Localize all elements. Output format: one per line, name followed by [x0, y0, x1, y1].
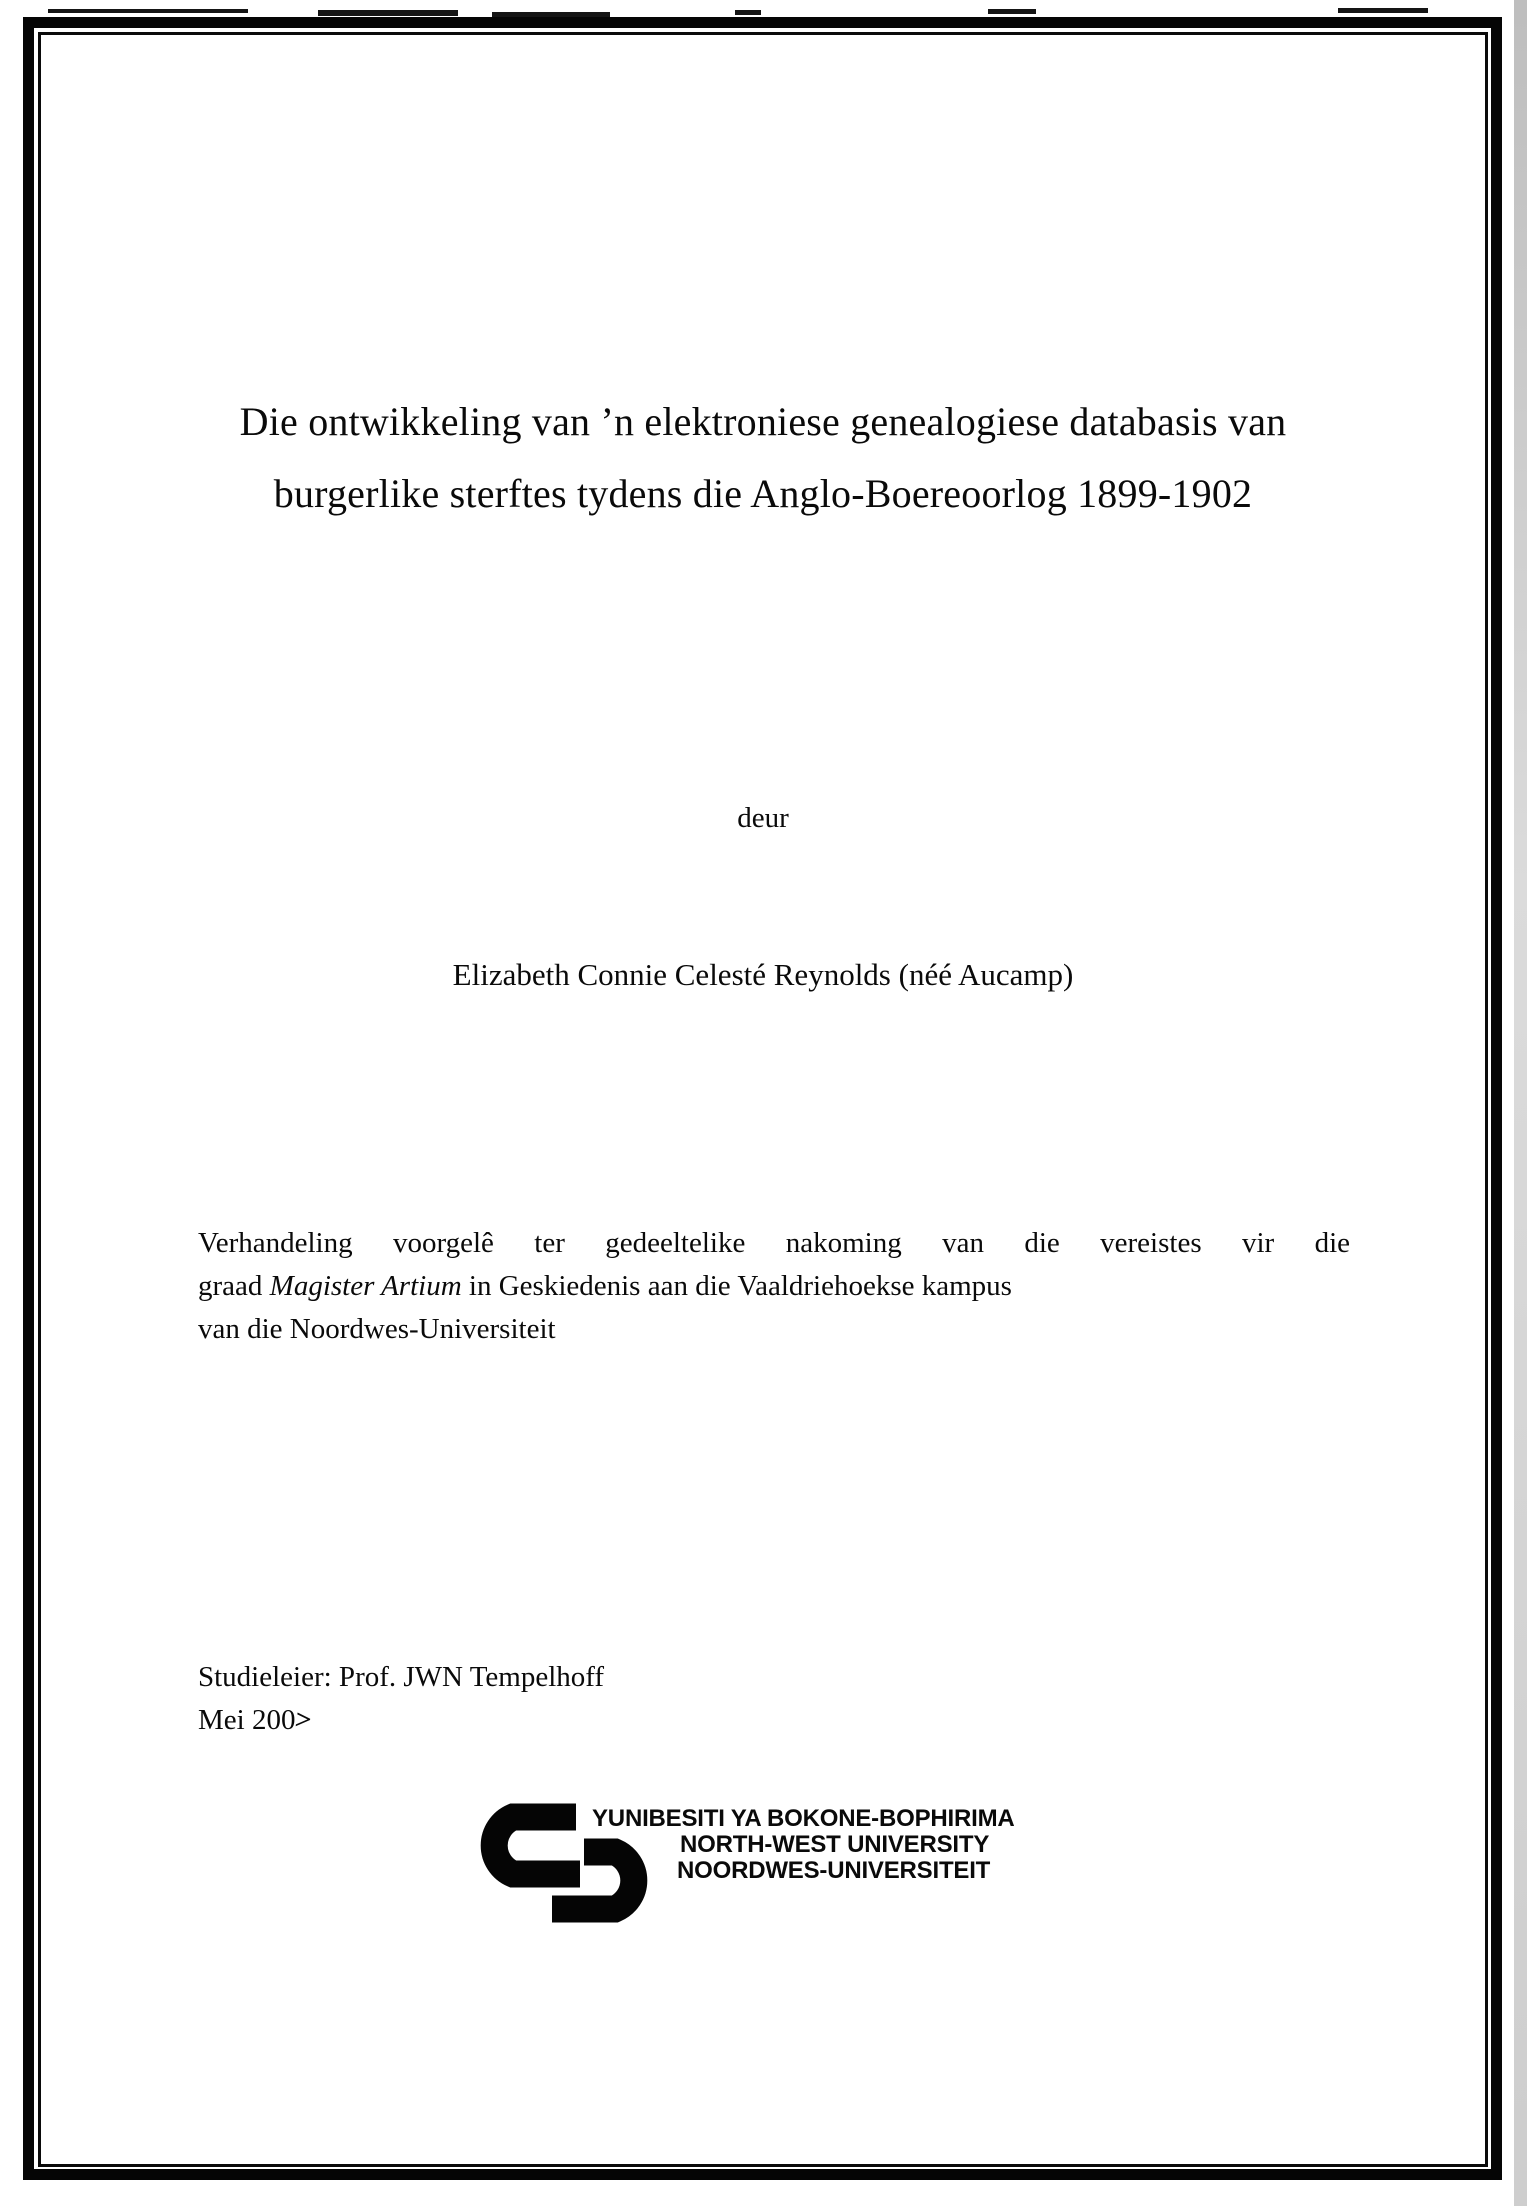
scan-artifact-dash: [318, 10, 458, 16]
author-name: Elizabeth Connie Celesté Reynolds (néé Aucamp): [452, 957, 1074, 992]
scan-artifact-dash: [48, 9, 248, 13]
logo-text-line-3: NOORDWES-UNIVERSITEIT: [677, 1857, 991, 1884]
scan-artifact-dash: [735, 10, 761, 15]
statement-line-3: van die Noordwes-Universiteit: [198, 1313, 556, 1345]
scan-edge-shadow: [1514, 0, 1527, 2206]
supervisor-block: [198, 1656, 1098, 1742]
logo-text-line-2: NORTH-WEST UNIVERSITY: [680, 1831, 990, 1858]
supervisor-line: Studieleier: Prof. JWN Tempelhoff: [198, 1661, 605, 1693]
date-line: [198, 1699, 1098, 1742]
thesis-title-line-1: Die ontwikkeling van ’n elektroniese genealogiese databasis van: [239, 399, 1287, 444]
byline: deur: [737, 802, 789, 834]
statement-line-2-prefix: graad: [198, 1270, 270, 1302]
statement-line-1: Verhandeling voorgelê ter gedeeltelike nakoming van die vereistes vir die: [198, 1227, 1350, 1259]
statement-line-2-suffix: in Geskiedenis aan die Vaaldriehoekse kampus: [461, 1270, 1012, 1302]
thesis-title-line-2: burgerlike sterftes tydens die Anglo-Boereoorlog 1899-1902: [273, 471, 1253, 516]
statement-line-2: [198, 1265, 1350, 1308]
logo-link-left: [494, 1817, 580, 1874]
degree-name-italic: Magister Artium: [269, 1270, 462, 1302]
logo-text-line-1: YUNIBESITI YA BOKONE-BOPHIRIMA: [592, 1805, 1015, 1832]
thesis-title: [98, 386, 1428, 530]
scan-artifact-dash: [988, 9, 1036, 14]
date-distorted-seven-glyph: >: [293, 1704, 315, 1736]
scan-artifact-dash: [1338, 8, 1428, 13]
date-prefix: Mei 200: [198, 1704, 296, 1736]
thesis-statement: [198, 1222, 1350, 1351]
